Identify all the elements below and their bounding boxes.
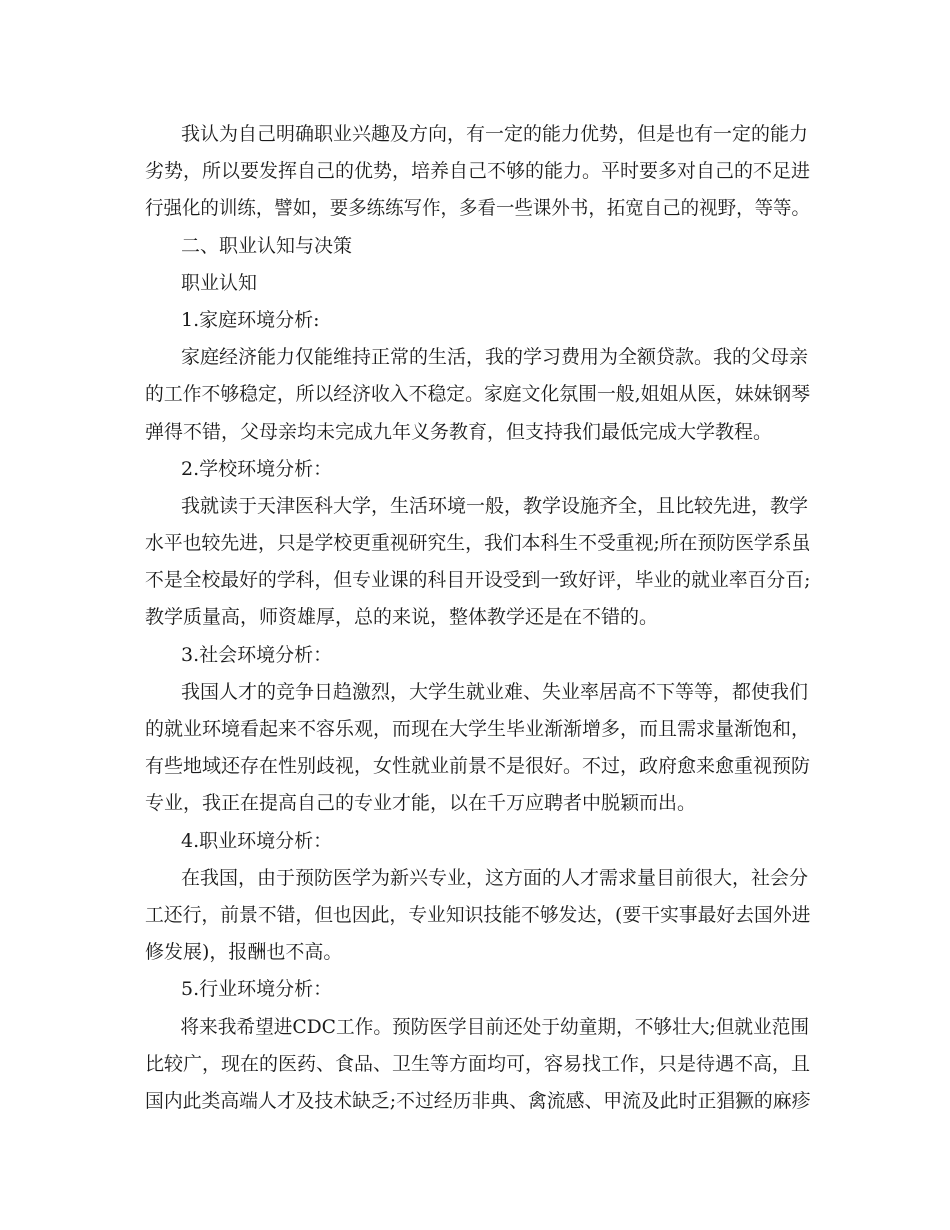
document-body [145, 116, 810, 1120]
text-line: 工还行，前景不错，但也因此，专业知识技能不够发达，(要干实事最好去国外进 [145, 903, 811, 926]
text-line: 1.家庭环境分析: [181, 308, 320, 331]
text-line: 职业认知 [181, 271, 258, 294]
text-line: 不是全校最好的学科，但专业课的科目开设受到一致好评，毕业的就业率百分百; [145, 569, 811, 592]
text-line: 教学质量高，师资雄厚，总的来说，整体教学还是在不错的。 [145, 606, 659, 629]
text-line: 比较广，现在的医药、食品、卫生等方面均可，容易找工作，只是待遇不高，且 [145, 1052, 811, 1075]
text-line: 修发展)，报酬也不高。 [145, 941, 343, 964]
text-line: 行强化的训练，譬如，要多练练写作，多看一些课外书，拓宽自己的视野，等等。 [145, 197, 810, 220]
text-line: 将来我希望进CDC工作。预防医学目前还处于幼童期，不够壮大;但就业范围 [180, 1015, 810, 1038]
text-line: 弹得不错，父母亲均未完成九年义务教育，但支持我们最低完成大学教程。 [145, 420, 773, 443]
text-line: 5.行业环境分析： [181, 978, 333, 1001]
text-line: 的工作不够稳定，所以经济收入不稳定。家庭文化氛围一般,姐姐从医，妹妹钢琴 [145, 383, 811, 406]
text-line: 专业，我正在提高自己的专业才能，以在千万应聘者中脱颖而出。 [145, 792, 697, 815]
text-line: 的就业环境看起来不容乐观，而现在大学生毕业渐渐增多，而且需求量渐饱和， [145, 718, 811, 740]
text-line: 2.学校环境分析： [181, 457, 333, 480]
text-line: 在我国，由于预防医学为新兴专业，这方面的人才需求量目前很大，社会分 [181, 866, 809, 889]
text-line: 劣势，所以要发挥自己的优势，培养自己不够的能力。平时要多对自己的不足进 [145, 160, 811, 183]
text-line: 3.社会环境分析： [181, 643, 333, 666]
text-line: 我认为自己明确职业兴趣及方向，有一定的能力优势，但是也有一定的能力 [181, 123, 809, 145]
text-line: 有些地域还存在性别歧视，女性就业前景不是很好。不过，政府愈来愈重视预防 [145, 755, 811, 778]
text-line: 家庭经济能力仅能维持正常的生活，我的学习费用为全额贷款。我的父母亲 [181, 346, 809, 369]
text-line: 我就读于天津医科大学，生活环境一般，教学设施齐全，且比较先进，教学 [181, 494, 809, 517]
text-line: 我国人才的竞争日趋激烈，大学生就业难、失业率居高不下等等，都使我们 [181, 680, 809, 703]
text-line: 4.职业环境分析： [181, 829, 333, 852]
text-line: 二、职业认知与决策 [181, 234, 353, 257]
text-line: 国内此类高端人才及技术缺乏;不过经历非典、禽流感、甲流及此时正猖獗的麻疹 [145, 1089, 811, 1112]
text-line: 水平也较先进，只是学校更重视研究生，我们本科生不受重视;所在预防医学系虽 [145, 532, 811, 555]
